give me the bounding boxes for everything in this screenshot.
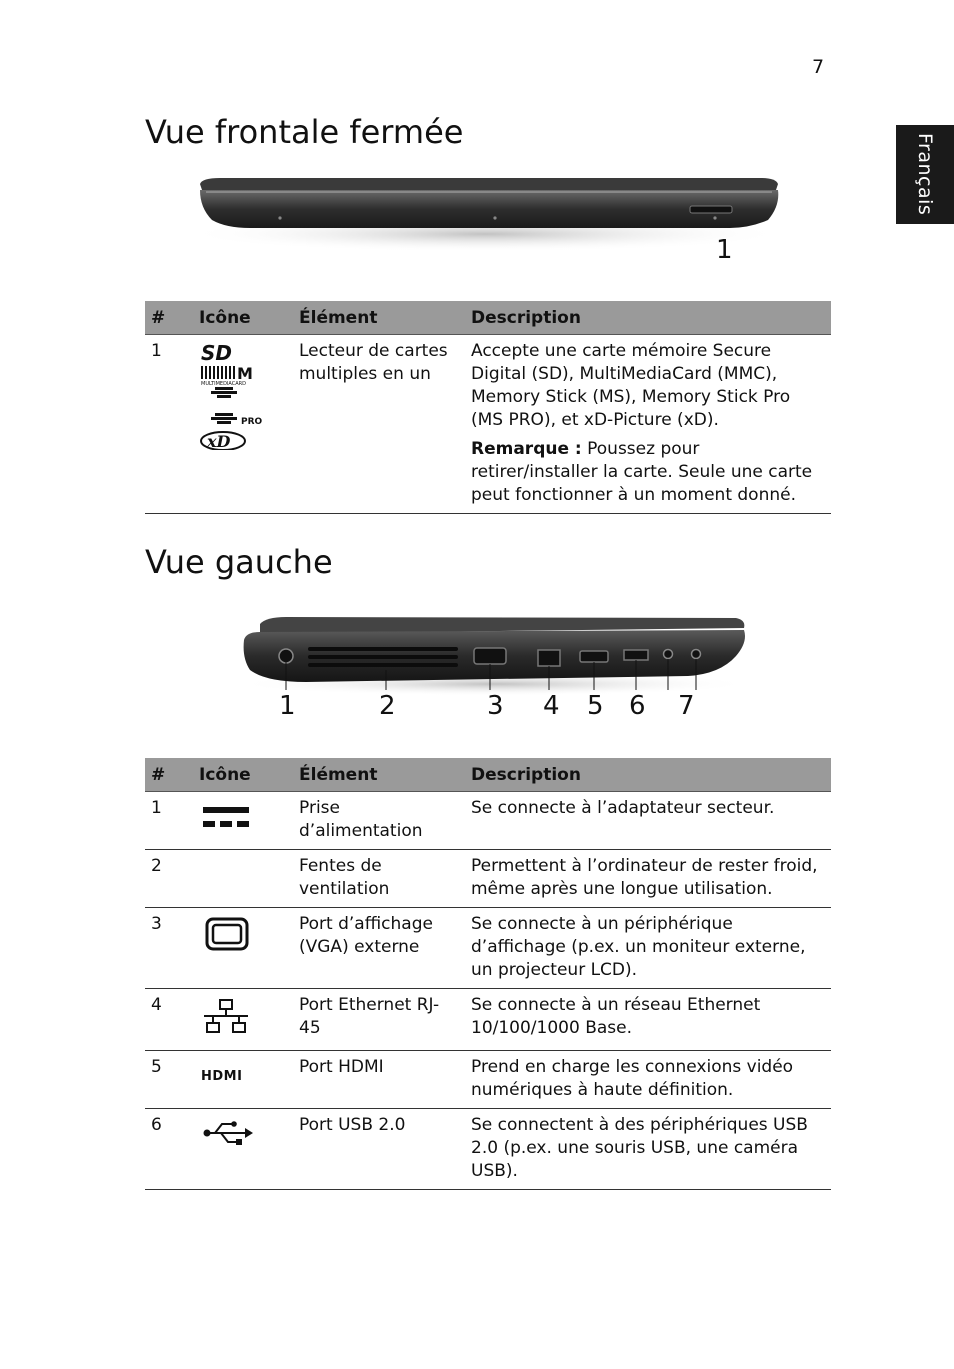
callout-left-1: 1 [279,691,296,721]
svg-text:HDMI: HDMI [201,1069,243,1084]
front-view-table [145,301,831,514]
table-row [145,989,831,1051]
dc-power-icon [199,803,255,833]
row-icon-cell [193,908,293,989]
svg-text:MULTIMEDIACARD: MULTIMEDIACARD [201,381,246,387]
laptop-left-side-image [236,612,752,698]
svg-text:SD: SD [201,341,233,365]
memory-card-logos-icon [199,340,269,450]
hdmi-logo-icon [199,1056,259,1090]
row-note [471,438,825,507]
row-icon-cell [193,1051,293,1109]
row-number: 5 [145,1051,193,1109]
row-description: Se connecte à un réseau Ethernet 10/100/1000 Base. [465,989,831,1051]
callout-left-5: 5 [587,691,604,721]
header-element: Élément [293,301,465,335]
left-view-table [145,758,831,1190]
section-title-front-view: Vue frontale fermée [145,113,464,151]
row-description: Prend en charge les connexions vidéo numériques à haute définition. [465,1051,831,1109]
row-description: Permettent à l’ordinateur de rester froid, même après une longue utilisation. [465,850,831,908]
note-text: Poussez pour retirer/installer la carte. Seule une carte peut fonctionner à un moment donné. [471,439,813,505]
callout-front-1: 1 [716,235,733,265]
row-description: Se connecte à un périphérique d’affichage (p.ex. un moniteur externe, un projecteur LCD). [465,908,831,989]
svg-text:M: M [237,364,253,383]
header-icon: Icône [193,758,293,792]
row-description-cell [465,335,831,514]
row-description: Se connecte à l’adaptateur secteur. [465,792,831,850]
ethernet-network-icon [199,998,255,1038]
svg-text:xD: xD [207,432,231,450]
row-number: 1 [145,335,193,514]
table-row [145,850,831,908]
row-number: 2 [145,850,193,908]
callout-left-2: 2 [379,691,396,721]
table-row [145,1051,831,1109]
note-label: Remarque : [471,439,582,459]
laptop-front-closed-image [190,172,790,262]
header-description: Description [465,758,831,792]
page-number: 7 [812,56,825,78]
row-element: Prise d’alimentation [293,792,465,850]
language-tab [896,125,954,224]
callout-left-6: 6 [629,691,646,721]
header-icon: Icône [193,301,293,335]
row-icon-cell [193,1109,293,1190]
header-description: Description [465,301,831,335]
section-title-left-view: Vue gauche [145,543,333,581]
row-icon-cell [193,989,293,1051]
row-icon-cell [193,335,293,514]
callout-left-4: 4 [543,691,560,721]
table-header-row [145,758,831,792]
table-row [145,335,831,514]
header-number: # [145,758,193,792]
table-header-row [145,301,831,335]
row-element: Port Ethernet RJ-45 [293,989,465,1051]
row-element: Fentes de ventilation [293,850,465,908]
svg-text:PRO: PRO [241,417,263,427]
row-description: Se connectent à des périphériques USB 2.0 (p.ex. une souris USB, une caméra USB). [465,1109,831,1190]
row-description: Accepte une carte mémoire Secure Digital (SD), MultiMediaCard (MMC), Memory Stick (MS), Memory Stick Pro (MS PRO), et xD-Picture (xD). [471,341,791,430]
row-number: 1 [145,792,193,850]
language-tab-label: Français [914,133,936,216]
row-element: Port HDMI [293,1051,465,1109]
header-element: Élément [293,758,465,792]
header-number: # [145,301,193,335]
row-number: 3 [145,908,193,989]
table-row [145,1109,831,1190]
table-row [145,792,831,850]
row-element: Port d’affichage (VGA) externe [293,908,465,989]
usb-icon [199,1116,255,1150]
row-number: 4 [145,989,193,1051]
callout-left-3: 3 [487,691,504,721]
row-element: Lecteur de cartes multiples en un [293,335,465,514]
row-icon-cell [193,792,293,850]
table-row [145,908,831,989]
row-icon-cell [193,850,293,908]
row-element: Port USB 2.0 [293,1109,465,1190]
row-number: 6 [145,1109,193,1190]
callout-left-7: 7 [678,691,695,721]
vga-port-icon [199,915,255,955]
